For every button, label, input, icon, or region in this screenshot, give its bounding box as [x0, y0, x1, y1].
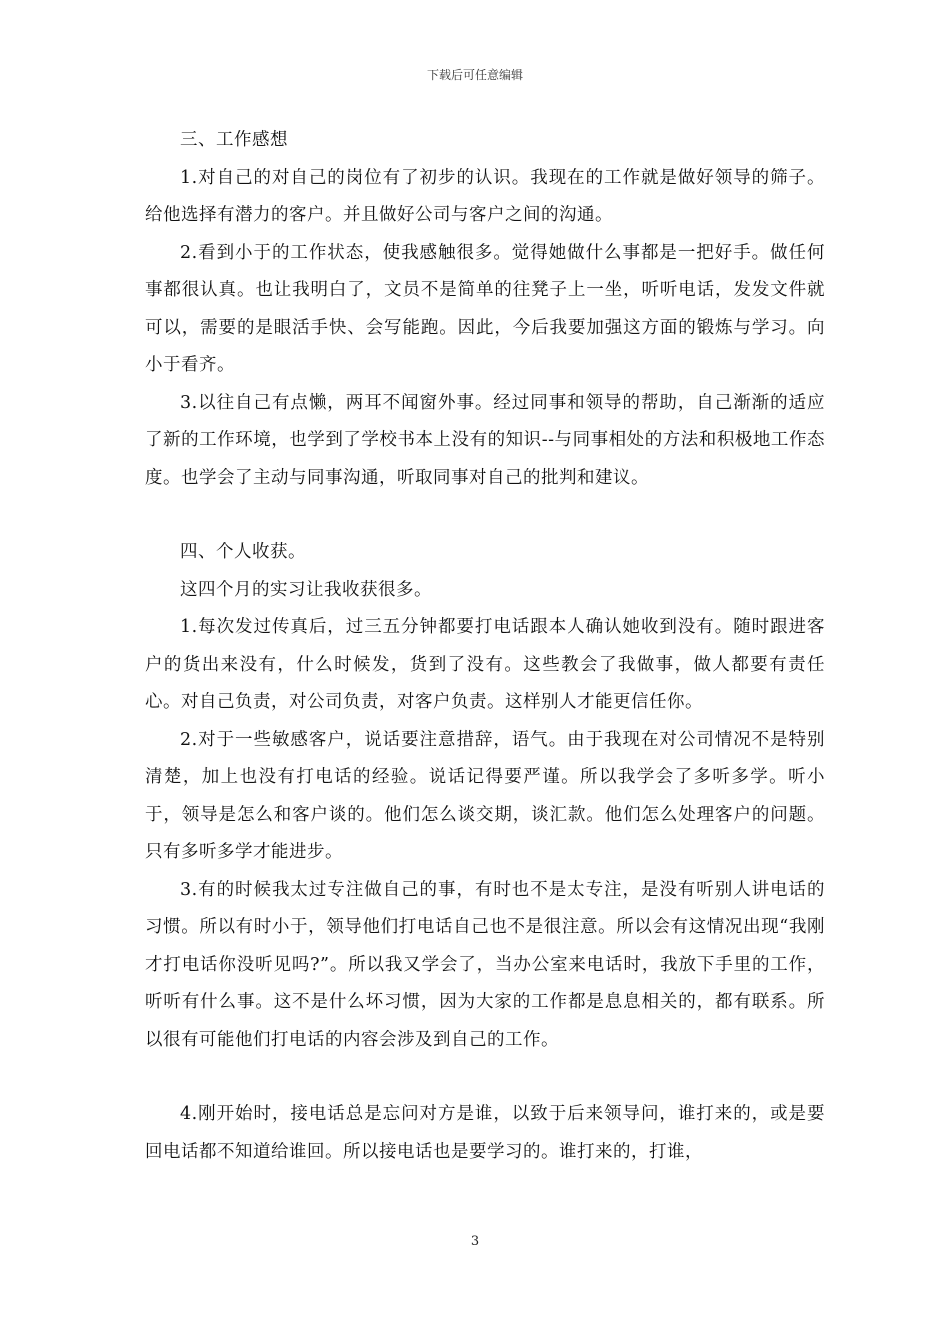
- paragraph-reflection-3: 3.以往自己有点懒，两耳不闻窗外事。经过同事和领导的帮助，自己渐渐的适应了新的工作环境，也学到了学校书本上没有的知识--与同事相处的方法和积极地工作态度。也学会了主动与同事沟通，听取同事对自己的批判和建议。: [145, 392, 825, 488]
- paragraph-reflection-2: 2.看到小于的工作状态，使我感触很多。觉得她做什么事都是一把好手。做任何事都很认真。也让我明白了，文员不是简单的往凳子上一坐，听听电话，发发文件就可以，需要的是眼活手快、会写能跑。因此，今后我要加强这方面的锻炼与学习。向小于看齐。: [145, 242, 825, 375]
- page-number: 3: [470, 1234, 480, 1249]
- section-heading-work-reflections: 三、工作感想: [180, 130, 288, 150]
- page-header: 下载后可任意编辑: [426, 68, 523, 82]
- document-body: [145, 122, 825, 1171]
- paragraph-spacer: [145, 1059, 825, 1096]
- section-spacer: [145, 497, 825, 534]
- paragraph-gain-4: 4.刚开始时，接电话总是忘问对方是谁，以致于后来领导问，谁打来的，或是要回电话都不知道给谁回。所以接电话也是要学习的。谁打来的，打谁，: [145, 1104, 825, 1162]
- paragraph-gain-1: 1.每次发过传真后，过三五分钟都要打电话跟本人确认她收到没有。随时跟进客户的货出来没有，什么时候发，货到了没有。这些教会了我做事，做人都要有责任心。对自己负责，对公司负责，对客户负责。这样别人才能更信任你。: [145, 617, 825, 712]
- section-heading-personal-gains: 四、个人收获。: [180, 542, 306, 562]
- paragraph-reflection-1: 1.对自己的对自己的岗位有了初步的认识。我现在的工作就是做好领导的筛子。给他选择有潜力的客户。并且做好公司与客户之间的沟通。: [145, 167, 825, 225]
- paragraph-gain-2: 2.对于一些敏感客户，说话要注意措辞，语气。由于我现在对公司情况不是特别清楚，加上也没有打电话的经验。说话记得要严谨。所以我学会了多听多学。听小于，领导是怎么和客户谈的。他们怎么谈交期，谈汇款。他们怎么处理客户的问题。只有多听多学才能进步。: [145, 729, 825, 862]
- paragraph-gain-3: 3.有的时候我太过专注做自己的事，有时也不是太专注，是没有听别人讲电话的习惯。所以有时小于，领导他们打电话自己也不是很注意。所以会有这情况出现“我刚才打电话你没听见吗?”。所以我又学会了，当办公室来电话时，我放下手里的工作，听听有什么事。这不是什么坏习惯，因为大家的工作都是息息相关的，都有联系。所以很有可能他们打电话的内容会涉及到自己的工作。: [145, 879, 825, 1050]
- paragraph-gains-intro: 这四个月的实习让我收获很多。: [180, 579, 432, 600]
